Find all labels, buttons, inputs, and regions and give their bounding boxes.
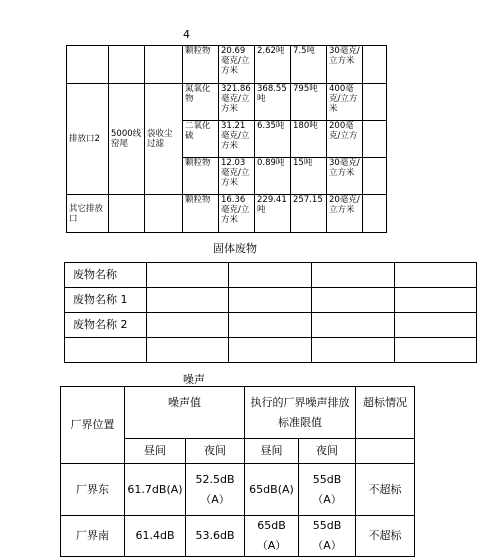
source-cell: 5000线窑尾 [109,84,145,195]
waste-name-cell [65,338,147,363]
pollutant-cell: 颗粒物 [183,46,219,84]
outlet-2-cell: 排放口2 [67,84,109,195]
concentration-cell: 31.21毫克/立方米 [219,121,255,158]
solid-waste-title: 固体废物 [213,242,257,255]
noise-day-cell: 61.7dB(A) [125,464,186,516]
limit-cell: 30毫克/立方米 [327,46,363,84]
noise-position-cell: 厂界东 [61,464,125,516]
header-position: 厂界位置 [61,387,125,464]
waste-name-cell: 废物名称 [65,263,147,288]
pollutant-cell: 氮氧化物 [183,84,219,121]
header-exceed: 超标情况 [356,387,415,439]
amount-cell: 368.55吨 [255,84,291,121]
limit-cell: 30毫克/立方米 [327,158,363,195]
total-cell: 7.5吨 [291,46,327,84]
exceed-cell: 不超标 [356,464,415,516]
emission-table [66,45,387,233]
outlet-other-cell: 其它排放口 [67,195,109,233]
noise-title: 噪声 [183,373,205,386]
amount-cell: 2.62吨 [255,46,291,84]
sub-day: 昼间 [125,439,186,464]
std-day-cell: 65dB（A） [245,516,299,557]
noise-night-cell: 53.6dB [186,516,245,557]
noise-day-cell: 61.4dB [125,516,186,557]
std-day-cell: 65dB(A) [245,464,299,516]
noise-night-cell: 52.5dB（A） [186,464,245,516]
total-cell: 257.15 [291,195,327,233]
concentration-cell: 20.69毫克/立方米 [219,46,255,84]
waste-name-cell: 废物名称 1 [65,288,147,313]
amount-cell: 6.35吨 [255,121,291,158]
sub-std-day: 昼间 [245,439,299,464]
solid-waste-table [64,262,477,363]
limit-cell: 400毫克/立方米 [327,84,363,121]
limit-cell: 200毫克/立方 [327,121,363,158]
noise-table [60,386,415,557]
total-cell: 180吨 [291,121,327,158]
concentration-cell: 16.36毫克/立方米 [219,195,255,233]
sub-std-night: 夜间 [299,439,356,464]
header-standard: 执行的厂界噪声排放标准限值 [245,387,356,439]
noise-position-cell: 厂界南 [61,516,125,557]
amount-cell: 0.89吨 [255,158,291,195]
sub-night: 夜间 [186,439,245,464]
limit-cell: 20毫克/立方米 [327,195,363,233]
amount-cell: 229.41吨 [255,195,291,233]
exceed-cell: 不超标 [356,516,415,557]
pollutant-cell: 颗粒物 [183,158,219,195]
waste-name-cell: 废物名称 2 [65,313,147,338]
pollutant-cell: 二氧化硫 [183,121,219,158]
header-noise-value: 噪声值 [125,387,245,439]
concentration-cell: 321.86毫克/立方米 [219,84,255,121]
concentration-cell: 12.03毫克/立方米 [219,158,255,195]
page-number: 4 [183,28,190,41]
method-cell: 袋收尘过滤 [145,84,183,195]
std-night-cell: 55dB（A） [299,516,356,557]
std-night-cell: 55dB（A） [299,464,356,516]
pollutant-cell: 颗粒物 [183,195,219,233]
outlet-cell [67,46,109,84]
total-cell: 795吨 [291,84,327,121]
total-cell: 15吨 [291,158,327,195]
